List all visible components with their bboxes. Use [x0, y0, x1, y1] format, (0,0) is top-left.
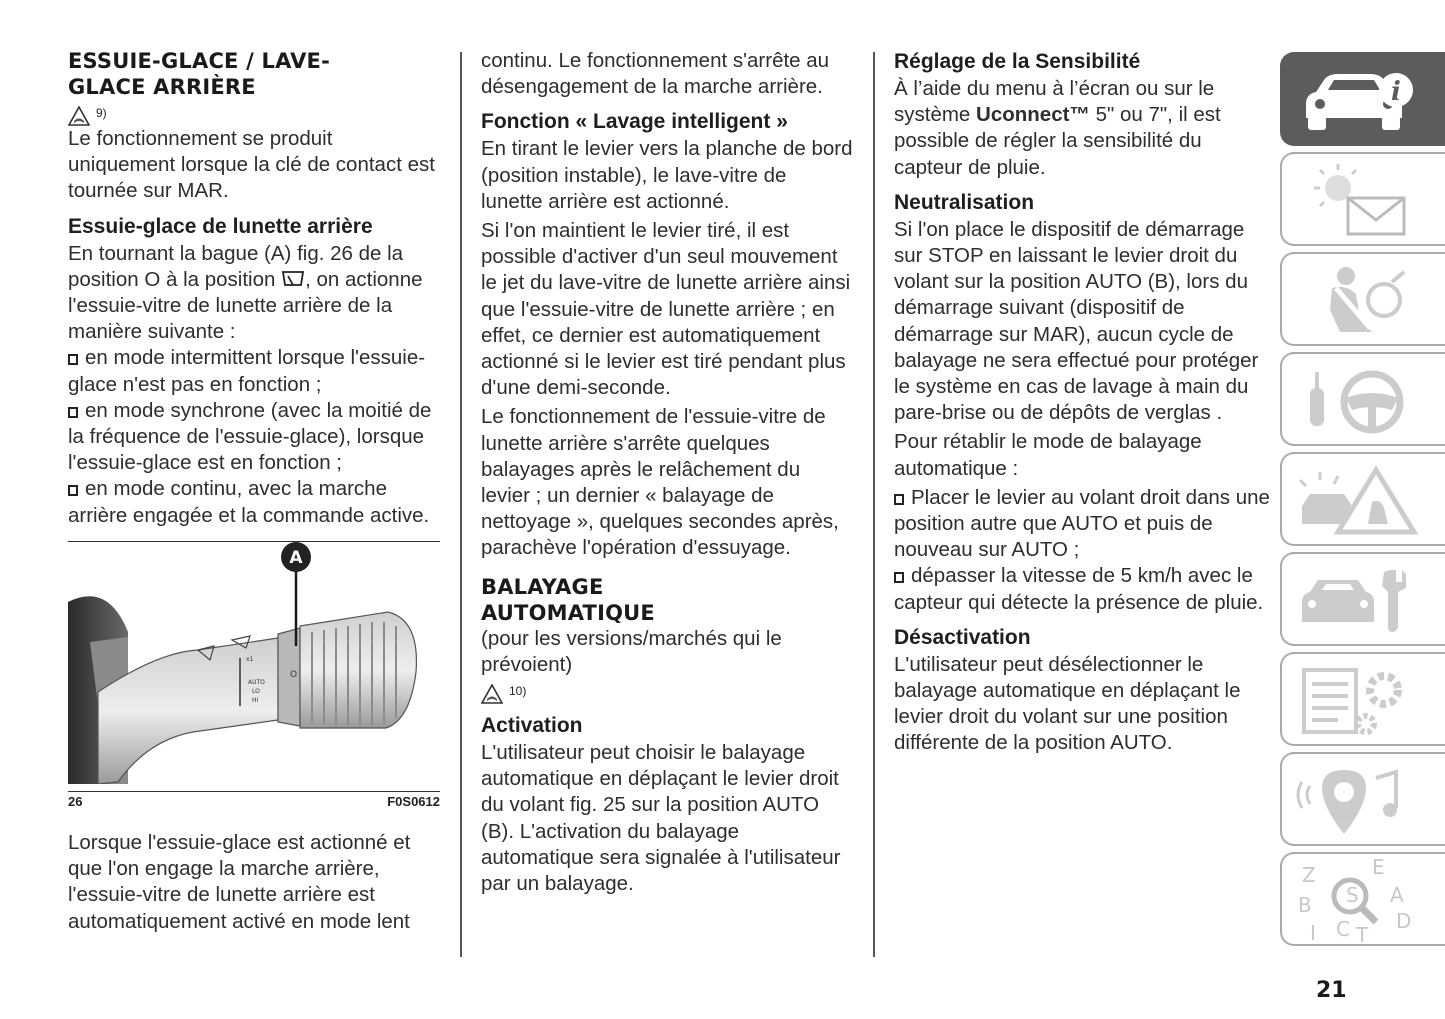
tab-starting-driving[interactable] — [1280, 352, 1445, 446]
lever-label-single: x1 — [246, 655, 254, 663]
uconnect-brand: Uconnect™ — [976, 103, 1090, 127]
section-title-auto-wipe: BALAYAGE AUTOMATIQUE — [481, 574, 655, 625]
column-divider-left — [460, 52, 462, 957]
svg-text:A: A — [1390, 883, 1404, 907]
warning-reference[interactable] — [481, 678, 853, 704]
car-maintenance-icon — [1292, 558, 1422, 642]
tab-knowing-your-car[interactable] — [1280, 52, 1445, 146]
subheading-deactivation: Désactivation — [894, 625, 1031, 649]
emergency-triangle-icon — [1292, 458, 1422, 542]
bullet-item: en mode continu, avec la marche arrière engagée et la commande active. — [68, 477, 430, 527]
callout-a-label: A — [289, 547, 303, 568]
svg-text:I: I — [1310, 921, 1316, 942]
tab-multimedia[interactable] — [1280, 752, 1445, 846]
intro-paragraph: Le fonctionnement se produit uniquement lorsque la clé de contact est tournée sur MAR. — [68, 127, 435, 203]
tab-index[interactable] — [1280, 852, 1445, 946]
svg-text:i: i — [1391, 77, 1401, 107]
key-steering-wheel-icon — [1292, 358, 1422, 442]
figure-number: 26 — [68, 794, 83, 810]
deactivation-paragraph: L'utilisateur peut désélectionner le balayage automatique en déplaçant le levier droit du volant sur une position différente de la position AUTO. — [894, 652, 1241, 755]
bullet-square-icon — [894, 494, 904, 505]
svg-text:S: S — [1346, 883, 1359, 907]
smart-wash-paragraph-2: Si l'on maintient le levier tiré, il est possible d'activer d'un seul mouvement le jet du lave-vitre de lunette arrière ainsi que l'essuie-vitre de lunette arrière ; en effet, ce dernier est automatiquement actionné si le levier est tiré pendant plus d'une demi-seconde. — [481, 219, 851, 400]
warning-book-icon — [481, 684, 503, 704]
restore-paragraph: Pour rétablir le mode de balayage automatique : — [894, 430, 1202, 480]
figure-caption — [68, 792, 440, 812]
tab-dashboard[interactable] — [1280, 152, 1445, 246]
car-info-icon — [1292, 58, 1422, 142]
bullet-square-icon — [68, 485, 78, 496]
lever-label-auto: AUTO — [248, 678, 265, 686]
wiper-lever-illustration — [68, 542, 436, 784]
warning-book-icon — [68, 106, 90, 126]
warning-reference[interactable] — [68, 100, 440, 126]
bullet-square-icon — [68, 354, 78, 365]
title-line-1: ESSUIE-GLACE / LAVE- — [68, 49, 331, 73]
svg-text:Z: Z — [1302, 863, 1316, 887]
svg-text:T: T — [1356, 923, 1369, 942]
index-search-icon — [1292, 858, 1422, 942]
lever-label-lo: LO — [252, 687, 260, 695]
svg-text:E: E — [1372, 858, 1385, 879]
tab-technical-data[interactable] — [1280, 652, 1445, 746]
column-1 — [68, 48, 440, 935]
smart-wash-paragraph-1: En tirant le levier vers la planche de bord (position instable), le lave-vitre de lunette arrière est actionné. — [481, 137, 853, 213]
warning-ref-number: 10) — [509, 683, 527, 698]
svg-text:D: D — [1396, 909, 1412, 933]
svg-text:C: C — [1336, 917, 1350, 941]
bullet-item: dépasser la vitesse de 5 km/h avec le capteur qui détecte la présence de pluie. — [894, 564, 1264, 614]
subheading-sensitivity: Réglage de la Sensibilité — [894, 50, 1141, 73]
bullet-item: en mode intermittent lorsque l'essuie-glace n'est pas en fonction ; — [68, 346, 426, 396]
bullet-square-icon — [894, 572, 904, 583]
paragraph-reverse-gear: Lorsque l'essuie-glace est actionné et que l'on engage la marche arrière, l'essuie-vitre de lunette arrière est automatiquement activé en mode lent — [68, 831, 411, 933]
subheading-activation: Activation — [481, 714, 583, 738]
lever-label-off: O — [290, 669, 298, 680]
figure-code: F0S0612 — [387, 794, 440, 810]
column-2 — [481, 48, 853, 897]
neutralisation-paragraph: Si l'on place le dispositif de démarrage sur STOP en laissant le levier droit du volant sur la position AUTO (B), lors du démarrage suivant (dispositif de démarrage sur MAR), aucun cycle de balayage ne sera effectué pour protéger le système en cas de lavage à main du pare-brise ou de dépôts de verglas . — [894, 217, 1259, 425]
rear-wiper-symbol-icon — [281, 270, 305, 288]
column-3 — [894, 48, 1272, 757]
subheading-rear-wiper: Essuie-glace de lunette arrière — [68, 214, 373, 238]
bullet-square-icon — [68, 407, 78, 418]
subheading-smart-wash: Fonction « Lavage intelligent » — [481, 110, 788, 134]
multimedia-icon — [1292, 758, 1422, 842]
airbag-seatbelt-icon — [1292, 258, 1422, 342]
smart-wash-paragraph-3: Le fonctionnement de l'essuie-vitre de lunette arrière s'arrête quelques balayages après le relâchement du levier ; un dernier « balayage de nettoyage », quelques secondes après, parachève l'opération d'essuyage. — [481, 405, 839, 560]
figure-26 — [68, 541, 440, 812]
warning-ref-number: 9) — [96, 105, 107, 120]
continuation-paragraph: continu. Le fonctionnement s'arrête au désengagement de la marche arrière. — [481, 49, 830, 99]
tab-maintenance[interactable] — [1280, 552, 1445, 646]
versions-note: (pour les versions/marchés qui le prévoient) — [481, 626, 782, 676]
technical-data-icon — [1292, 658, 1422, 742]
svg-text:B: B — [1298, 893, 1312, 917]
warning-lights-message-icon — [1292, 158, 1422, 242]
column-divider-right — [873, 52, 875, 957]
tab-emergency[interactable] — [1280, 452, 1445, 546]
rear-wiper-paragraph: En tournant la bague (A) fig. 26 de la position O à la position , on actionne l'essuie-vitre de lunette arrière de la manière suivante : — [68, 241, 423, 344]
activation-paragraph: L'utilisateur peut choisir le balayage automatique en déplaçant le levier droit du volant fig. 25 sur la position AUTO (B). L'activation du balayage automatique sera signalée à l'utilisateur par un balayage. — [481, 741, 841, 896]
tab-safety[interactable] — [1280, 252, 1445, 346]
section-title-rear-wiper — [68, 48, 440, 100]
lever-label-hi: HI — [252, 696, 259, 704]
bullet-item: Placer le levier au volant droit dans une position autre que AUTO et puis de nouveau sur AUTO ; — [894, 485, 1270, 562]
page-number: 21 — [1316, 978, 1347, 1003]
subheading-neutralisation: Neutralisation — [894, 190, 1035, 214]
title-line-2: GLACE ARRIÈRE — [68, 75, 256, 99]
sensitivity-paragraph: À l’aide du menu à l’écran ou sur le système Uconnect™ 5" ou 7", il est possible de régler la sensibilité du capteur de pluie. — [894, 77, 1221, 179]
bullet-item: en mode synchrone (avec la moitié de la fréquence de l'essuie-glace), lorsque l'essuie-glace est en fonction ; — [68, 398, 432, 475]
